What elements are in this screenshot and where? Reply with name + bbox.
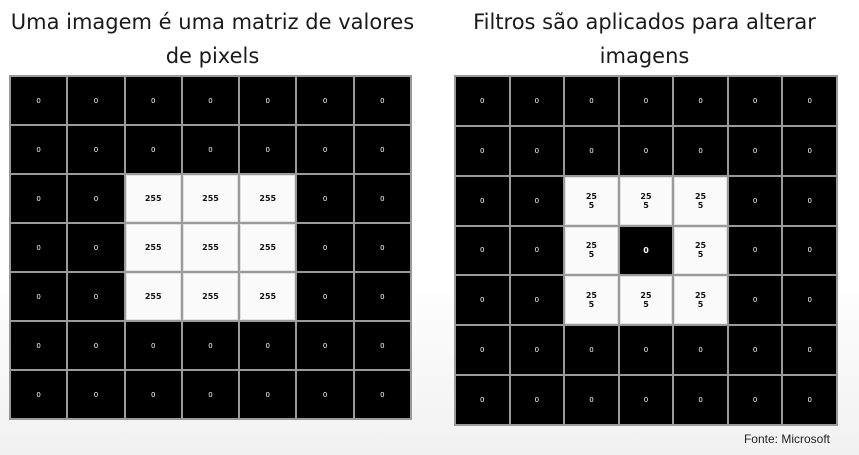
pixel-value: 0 — [698, 146, 703, 155]
pixel-cell — [68, 322, 123, 369]
pixel-cell — [729, 77, 782, 125]
pixel-value: 0 — [380, 243, 385, 252]
pixel-cell — [674, 127, 727, 175]
pixel-value: 0 — [807, 146, 812, 155]
pixel-cell — [11, 224, 66, 271]
pixel-cell — [297, 175, 352, 222]
pixel-cell — [183, 175, 238, 222]
pixel-value: 255 — [202, 292, 219, 301]
pixel-value: 0 — [322, 341, 328, 350]
pixel-value: 255 — [202, 243, 219, 252]
pixel-cell — [565, 227, 618, 275]
pixel-cell — [297, 273, 352, 320]
pixel-value: 0 — [208, 96, 213, 105]
pixel-cell — [511, 376, 564, 424]
pixel-value: 25 5 — [585, 291, 597, 310]
pixel-cell — [126, 224, 181, 271]
pixel-cell — [11, 273, 66, 320]
pixel-value: 25 5 — [640, 191, 652, 210]
pixel-value: 0 — [752, 146, 758, 155]
pixel-value: 255 — [144, 292, 162, 301]
pixel-value: 0 — [150, 145, 156, 154]
pixel-value: 255 — [144, 243, 162, 252]
pixel-value: 0 — [807, 246, 812, 255]
pixel-value: 0 — [534, 346, 540, 355]
pixel-value: 0 — [93, 96, 99, 105]
pixel-cell — [11, 322, 66, 369]
pixel-cell — [783, 227, 836, 275]
pixel-cell — [729, 227, 782, 275]
pixel-cell — [355, 273, 410, 320]
pixel-cell — [240, 273, 295, 320]
pixel-cell — [620, 276, 673, 324]
pixel-value: 0 — [150, 341, 156, 350]
pixel-value: 25 5 — [694, 291, 707, 310]
pixel-value: 0 — [265, 96, 271, 105]
pixel-cell — [729, 276, 782, 324]
pixel-cell — [355, 371, 410, 418]
pixel-cell — [297, 77, 352, 124]
pixel-cell — [183, 224, 238, 271]
pixel-cell — [729, 177, 782, 225]
pixel-cell — [620, 177, 673, 225]
pixel-value: 0 — [322, 96, 328, 105]
pixel-value: 0 — [480, 346, 485, 355]
pixel-cell — [355, 322, 410, 369]
pixel-value: 0 — [643, 146, 649, 155]
pixel-cell — [729, 127, 782, 175]
pixel-value: 0 — [265, 341, 271, 350]
pixel-cell — [620, 227, 673, 275]
pixel-value: 25 5 — [585, 241, 597, 260]
pixel-value: 0 — [322, 243, 328, 252]
pixel-cell — [68, 224, 123, 271]
pixel-cell — [783, 77, 836, 125]
pixel-cell — [456, 177, 509, 225]
pixel-cell — [126, 175, 181, 222]
pixel-value: 0 — [807, 96, 812, 105]
pixel-value: 0 — [265, 145, 271, 154]
pixel-value: 0 — [322, 390, 328, 399]
pixel-value: 255 — [144, 194, 162, 203]
pixel-cell — [126, 126, 181, 173]
pixel-cell — [240, 126, 295, 173]
pixel-value: 0 — [380, 341, 385, 350]
pixel-cell — [783, 127, 836, 175]
pixel-cell — [126, 371, 181, 418]
pixel-cell — [565, 177, 618, 225]
pixel-value: 0 — [480, 296, 485, 305]
pixel-value: 0 — [480, 196, 485, 205]
pixel-value: 0 — [93, 341, 99, 350]
pixel-cell — [68, 371, 123, 418]
pixel-value: 0 — [752, 346, 758, 355]
pixel-cell — [183, 322, 238, 369]
pixel-value: 0 — [93, 243, 99, 252]
pixel-cell — [355, 77, 410, 124]
pixel-value: 0 — [150, 390, 156, 399]
pixel-value: 0 — [322, 292, 328, 301]
pixel-value: 0 — [534, 246, 540, 255]
filtered-matrix-grid — [454, 75, 838, 426]
pixel-cell — [674, 77, 727, 125]
pixel-cell — [68, 77, 123, 124]
pixel-value: 0 — [480, 96, 485, 105]
pixel-cell — [183, 371, 238, 418]
pixel-cell — [240, 77, 295, 124]
pixel-value: 0 — [208, 145, 213, 154]
pixel-value: 0 — [150, 96, 156, 105]
pixel-value: 0 — [265, 390, 271, 399]
pixel-value: 0 — [807, 346, 812, 355]
pixel-value: 0 — [534, 146, 540, 155]
pixel-cell — [355, 224, 410, 271]
pixel-value: 0 — [93, 390, 99, 399]
pixel-cell — [565, 376, 618, 424]
pixel-value: 0 — [36, 292, 41, 301]
pixel-value: 0 — [589, 346, 594, 355]
pixel-value: 0 — [480, 246, 485, 255]
pixel-cell — [565, 276, 618, 324]
pixel-cell — [674, 177, 727, 225]
pixel-value: 0 — [380, 96, 385, 105]
pixel-value: 0 — [36, 341, 41, 350]
pixel-value: 0 — [752, 96, 758, 105]
pixel-cell — [11, 175, 66, 222]
pixel-cell — [297, 322, 352, 369]
pixel-cell — [11, 126, 66, 173]
pixel-value: 0 — [534, 196, 540, 205]
pixel-value: 0 — [643, 245, 649, 255]
pixel-value: 0 — [380, 145, 385, 154]
pixel-cell — [126, 77, 181, 124]
pixel-value: 255 — [259, 194, 277, 203]
pixel-cell — [456, 326, 509, 374]
pixel-value: 0 — [208, 390, 213, 399]
pixel-cell — [783, 276, 836, 324]
pixel-value: 0 — [698, 96, 703, 105]
pixel-value: 0 — [534, 296, 540, 305]
pixel-cell — [68, 126, 123, 173]
pixel-value: 0 — [589, 396, 594, 405]
pixel-value: 0 — [93, 145, 99, 154]
pixel-cell — [674, 276, 727, 324]
pixel-value: 0 — [480, 146, 485, 155]
pixel-value: 0 — [380, 194, 385, 203]
pixel-cell — [674, 227, 727, 275]
pixel-cell — [565, 127, 618, 175]
pixel-cell — [11, 77, 66, 124]
pixel-cell — [620, 376, 673, 424]
pixel-cell — [183, 273, 238, 320]
pixel-cell — [674, 376, 727, 424]
pixel-value: 0 — [752, 246, 758, 255]
pixel-value: 0 — [643, 96, 649, 105]
pixel-cell — [674, 326, 727, 374]
pixel-cell — [620, 127, 673, 175]
pixel-value: 0 — [93, 292, 99, 301]
right-panel-title: Filtros são aplicados para alterar imagens — [473, 10, 816, 68]
pixel-cell — [511, 177, 564, 225]
pixel-value: 0 — [380, 390, 385, 399]
pixel-value: 0 — [807, 396, 812, 405]
pixel-cell — [511, 77, 564, 125]
pixel-cell — [729, 376, 782, 424]
pixel-value: 0 — [36, 194, 41, 203]
pixel-value: 25 5 — [640, 291, 652, 310]
pixel-value: 0 — [752, 196, 758, 205]
pixel-cell — [511, 276, 564, 324]
pixel-value: 0 — [643, 396, 649, 405]
pixel-value: 25 5 — [585, 191, 597, 210]
pixel-cell — [456, 127, 509, 175]
pixel-cell — [126, 273, 181, 320]
pixel-cell — [783, 177, 836, 225]
pixel-cell — [240, 175, 295, 222]
pixel-cell — [620, 77, 673, 125]
pixel-cell — [68, 175, 123, 222]
pixel-value: 0 — [752, 396, 758, 405]
source-caption: Fonte: Microsoft — [743, 432, 830, 446]
pixel-value: 255 — [259, 292, 277, 301]
pixel-cell — [620, 326, 673, 374]
pixel-cell — [355, 175, 410, 222]
pixel-cell — [183, 77, 238, 124]
pixel-cell — [783, 376, 836, 424]
pixel-cell — [297, 126, 352, 173]
pixel-value: 0 — [698, 396, 703, 405]
pixel-cell — [456, 227, 509, 275]
pixel-value: 0 — [36, 96, 41, 105]
pixel-value: 0 — [589, 146, 594, 155]
pixel-cell — [240, 224, 295, 271]
pixel-value: 0 — [807, 196, 812, 205]
pixel-cell — [355, 126, 410, 173]
pixel-cell — [456, 376, 509, 424]
pixel-value: 0 — [36, 145, 41, 154]
pixel-value: 0 — [480, 396, 485, 405]
pixel-cell — [456, 77, 509, 125]
pixel-value: 0 — [36, 243, 41, 252]
pixel-value: 25 5 — [694, 191, 707, 210]
pixel-value: 0 — [534, 96, 540, 105]
pixel-value: 0 — [534, 396, 540, 405]
pixel-value: 0 — [380, 292, 385, 301]
pixel-value: 0 — [93, 194, 99, 203]
pixel-cell — [11, 371, 66, 418]
pixel-value: 0 — [36, 390, 41, 399]
pixel-value: 25 5 — [694, 241, 707, 260]
pixel-value: 0 — [322, 145, 328, 154]
pixel-cell — [68, 273, 123, 320]
pixel-cell — [565, 77, 618, 125]
pixel-matrix-grid — [9, 75, 412, 420]
pixel-value: 255 — [202, 194, 219, 203]
pixel-cell — [297, 224, 352, 271]
pixel-value: 0 — [589, 96, 594, 105]
pixel-cell — [511, 326, 564, 374]
pixel-value: 0 — [643, 346, 649, 355]
left-panel-title: Uma imagem é uma matriz de valores de pixels — [10, 10, 415, 68]
pixel-cell — [783, 326, 836, 374]
pixel-cell — [240, 322, 295, 369]
pixel-cell — [511, 227, 564, 275]
pixel-cell — [729, 326, 782, 374]
pixel-cell — [511, 127, 564, 175]
pixel-value: 0 — [752, 296, 758, 305]
pixel-value: 0 — [807, 296, 812, 305]
pixel-cell — [183, 126, 238, 173]
pixel-cell — [240, 371, 295, 418]
pixel-cell — [565, 326, 618, 374]
pixel-value: 0 — [208, 341, 213, 350]
pixel-cell — [456, 276, 509, 324]
pixel-value: 0 — [322, 194, 328, 203]
pixel-value: 0 — [698, 346, 703, 355]
pixel-cell — [297, 371, 352, 418]
pixel-cell — [126, 322, 181, 369]
pixel-value: 255 — [259, 243, 277, 252]
